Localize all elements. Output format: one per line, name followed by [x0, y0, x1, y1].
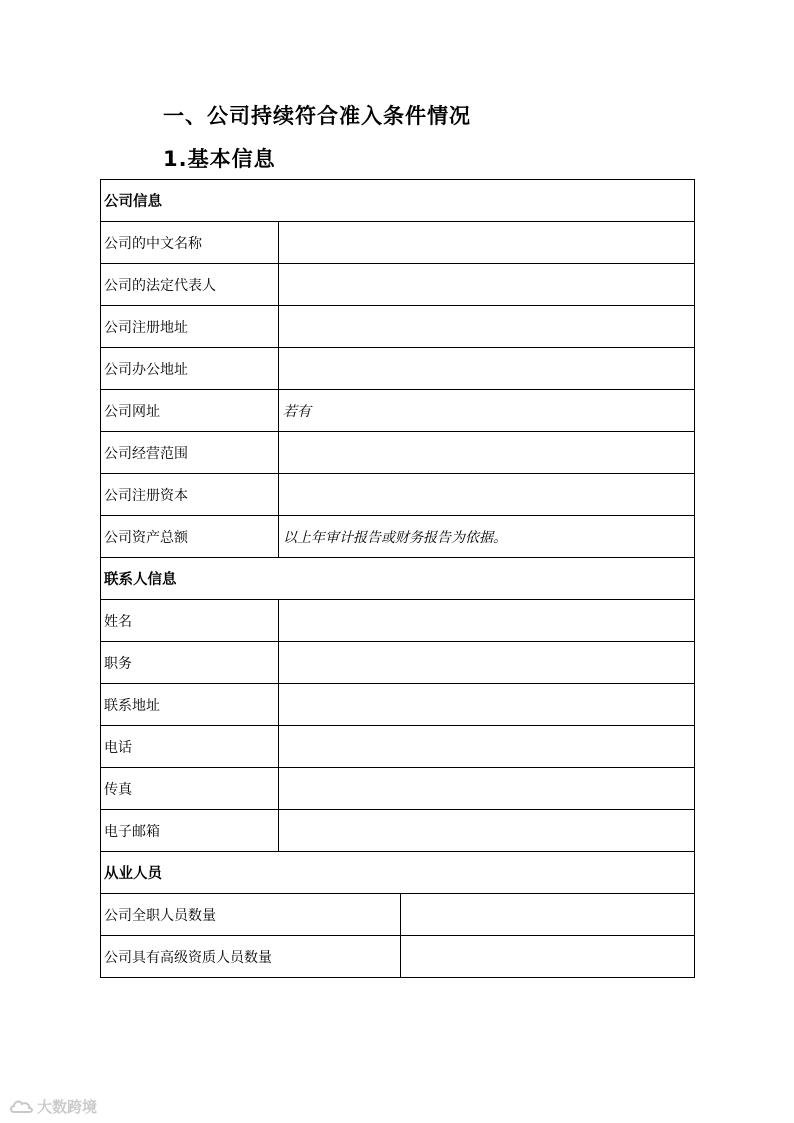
table-row: [101, 726, 695, 768]
basic-info-table: [100, 179, 695, 978]
field-value[interactable]: [279, 222, 695, 264]
field-value[interactable]: 以上年审计报告或财务报告为依据。: [279, 516, 695, 558]
field-label: 公司具有高级资质人员数量: [101, 936, 401, 978]
field-value[interactable]: [401, 894, 695, 936]
field-value[interactable]: [279, 432, 695, 474]
field-value[interactable]: [279, 306, 695, 348]
section-title: 公司信息: [101, 180, 695, 222]
table-row: [101, 264, 695, 306]
table-row: [101, 684, 695, 726]
table-row: [101, 600, 695, 642]
field-value[interactable]: [279, 810, 695, 852]
table-row: [101, 306, 695, 348]
section-heading: 一、公司持续符合准入条件情况: [163, 104, 471, 128]
table-row: [101, 432, 695, 474]
field-label: 公司全职人员数量: [101, 894, 401, 936]
table-row: [101, 222, 695, 264]
field-label: 姓名: [101, 600, 279, 642]
table-row: [101, 768, 695, 810]
section-row-contact-info: [101, 558, 695, 600]
field-value[interactable]: [279, 768, 695, 810]
field-label: 公司网址: [101, 390, 279, 432]
field-value[interactable]: 若有: [279, 390, 695, 432]
table-row: [101, 894, 695, 936]
cloud-logo-icon: [8, 1098, 34, 1116]
field-label: 联系地址: [101, 684, 279, 726]
field-value[interactable]: [279, 642, 695, 684]
section-title: 联系人信息: [101, 558, 695, 600]
field-label: 公司注册资本: [101, 474, 279, 516]
table-row: [101, 474, 695, 516]
field-value[interactable]: [279, 348, 695, 390]
field-label: 公司的法定代表人: [101, 264, 279, 306]
field-label: 公司经营范围: [101, 432, 279, 474]
section-row-staff: [101, 852, 695, 894]
subsection-heading: 1.基本信息: [163, 147, 276, 171]
field-label: 公司注册地址: [101, 306, 279, 348]
table-row: [101, 810, 695, 852]
table-row: [101, 390, 695, 432]
section-title: 从业人员: [101, 852, 695, 894]
field-value[interactable]: [401, 936, 695, 978]
field-label: 传真: [101, 768, 279, 810]
table-row: [101, 516, 695, 558]
table-row: [101, 348, 695, 390]
table-row: [101, 642, 695, 684]
table-row: [101, 936, 695, 978]
field-value[interactable]: [279, 264, 695, 306]
field-label: 公司办公地址: [101, 348, 279, 390]
field-value[interactable]: [279, 726, 695, 768]
field-value[interactable]: [279, 474, 695, 516]
watermark-text: 大数跨境: [37, 1098, 98, 1116]
field-label: 公司资产总额: [101, 516, 279, 558]
section-row-company-info: [101, 180, 695, 222]
field-value[interactable]: [279, 600, 695, 642]
field-label: 电话: [101, 726, 279, 768]
field-label: 电子邮箱: [101, 810, 279, 852]
watermark: [8, 1096, 97, 1117]
field-label: 职务: [101, 642, 279, 684]
field-value[interactable]: [279, 684, 695, 726]
field-label: 公司的中文名称: [101, 222, 279, 264]
